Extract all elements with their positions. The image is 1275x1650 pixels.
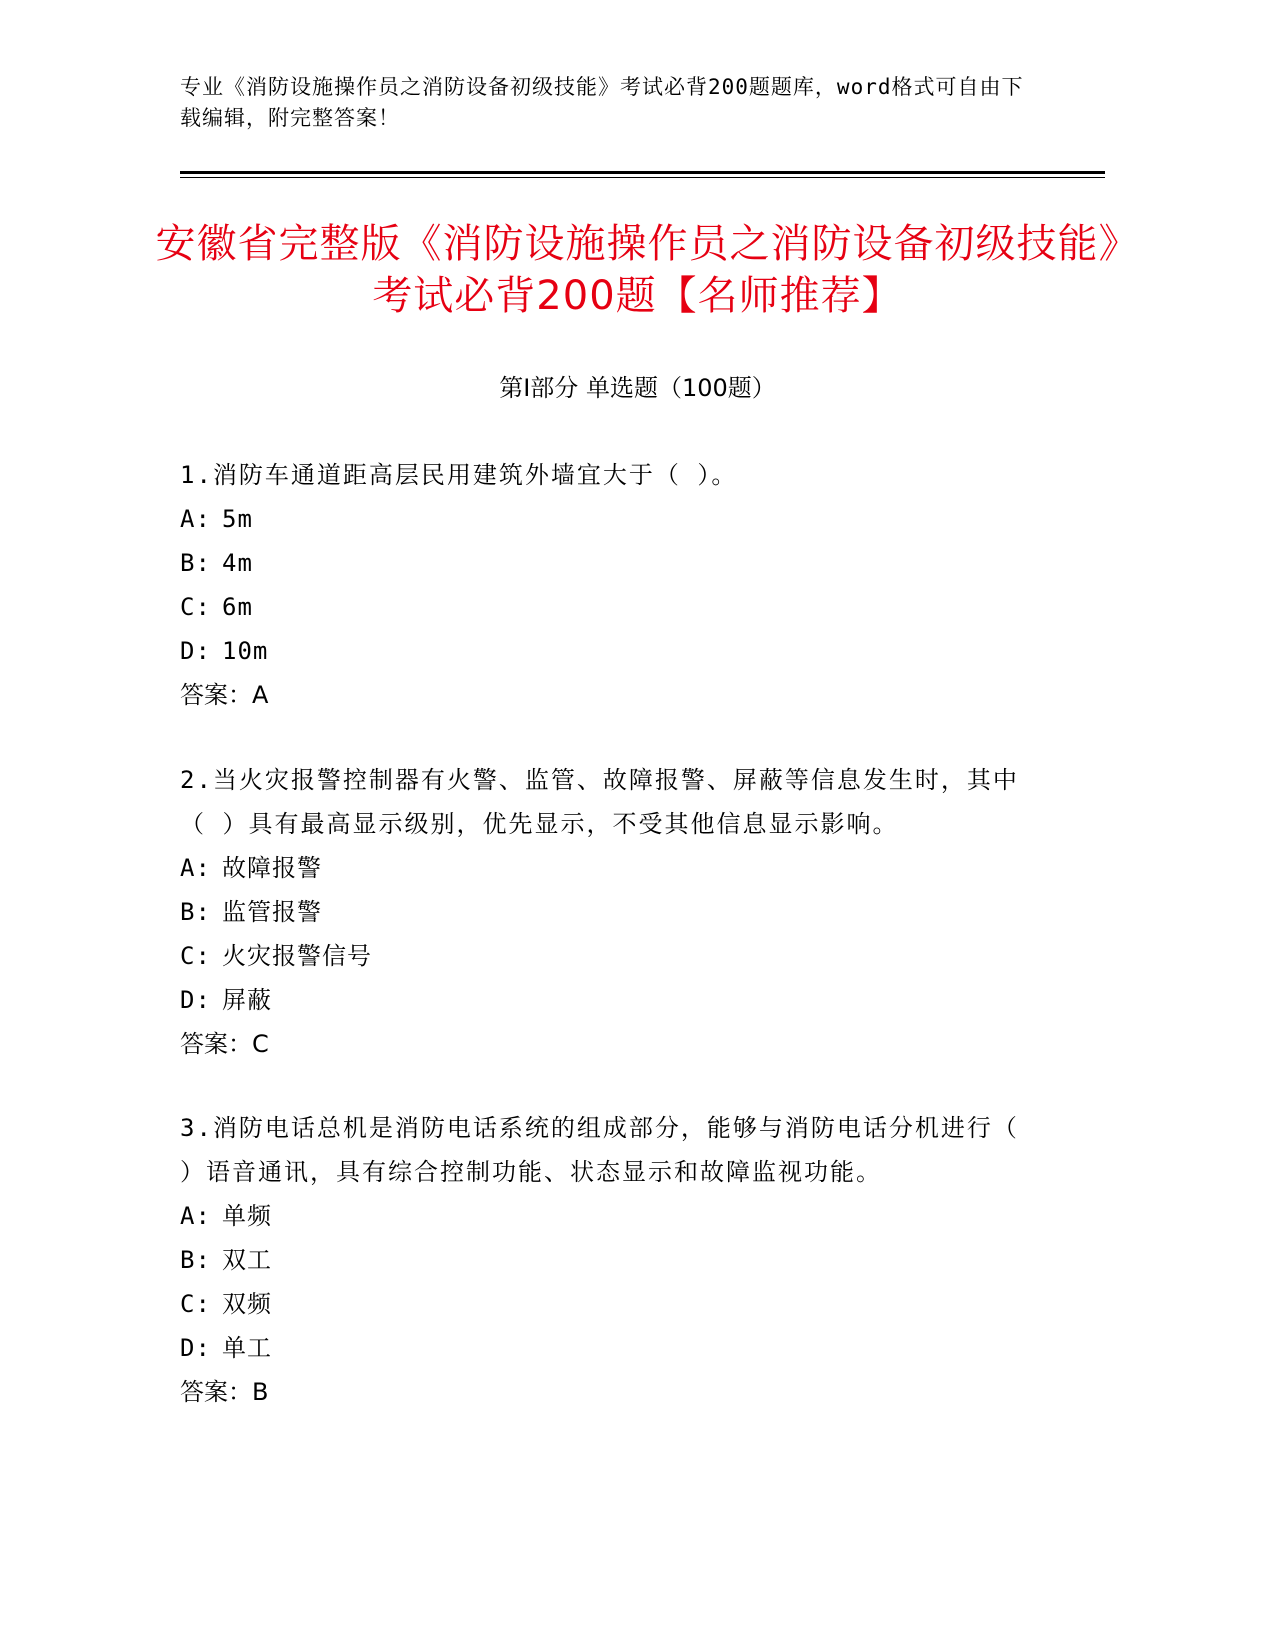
answer-prefix: 答案： <box>180 681 252 709</box>
option-c <box>180 934 1030 978</box>
question-3 <box>180 1106 1030 1414</box>
option-label: B: <box>180 1246 211 1274</box>
question-stem: 3.消防电话总机是消防电话系统的组成部分，能够与消防电话分机进行（ ）语音通讯，具有综合控制功能、状态显示和故障监视功能。 <box>180 1114 1019 1186</box>
option-text: 6m <box>222 593 253 621</box>
option-text: 4m <box>222 549 253 577</box>
option-text: 单工 <box>222 1334 272 1362</box>
option-d <box>180 1326 1030 1370</box>
option-a <box>180 846 1030 890</box>
option-text: 屏蔽 <box>222 986 272 1014</box>
option-d <box>180 978 1030 1022</box>
option-a <box>180 1194 1030 1238</box>
option-label: B: <box>180 549 211 577</box>
header-rule-thin <box>180 177 1105 178</box>
option-c <box>180 585 1030 629</box>
answer-value: C <box>252 1030 269 1058</box>
answer-prefix: 答案： <box>180 1030 252 1058</box>
answer-line <box>180 1370 1030 1414</box>
option-b <box>180 890 1030 934</box>
header-rule-thick <box>180 171 1105 174</box>
question-1 <box>180 453 1030 717</box>
answer-line <box>180 673 1030 717</box>
option-label: D: <box>180 1334 211 1362</box>
option-label: C: <box>180 1290 211 1318</box>
option-label: D: <box>180 986 211 1014</box>
option-c <box>180 1282 1030 1326</box>
answer-value: A <box>252 681 269 709</box>
question-stem: 2.当火灾报警控制器有火警、监管、故障报警、屏蔽等信息发生时，其中（ ）具有最高显示级别，优先显示，不受其他信息显示影响。 <box>180 766 1019 838</box>
option-label: B: <box>180 898 211 926</box>
option-text: 双工 <box>222 1246 272 1274</box>
option-label: A: <box>180 854 211 882</box>
section-heading: 第I部分 单选题（100题） <box>499 374 776 402</box>
option-text: 双频 <box>222 1290 272 1318</box>
option-text: 火灾报警信号 <box>222 942 372 970</box>
answer-value: B <box>252 1378 269 1406</box>
option-b <box>180 1238 1030 1282</box>
option-label: D: <box>180 637 211 665</box>
option-d <box>180 629 1030 673</box>
document-title: 安徽省完整版《消防设施操作员之消防设备初级技能》考试必背200题【名师推荐】 <box>155 221 1120 319</box>
option-text: 10m <box>222 637 269 665</box>
option-text: 监管报警 <box>222 898 322 926</box>
option-label: A: <box>180 505 211 533</box>
document-intro: 专业《消防设施操作员之消防设备初级技能》考试必背200题题库，word格式可自由下载编辑，附完整答案！ <box>180 75 1024 130</box>
question-stem: 1.消防车通道距高层民用建筑外墙宜大于（ ）。 <box>180 461 738 489</box>
question-2 <box>180 758 1030 1066</box>
option-label: C: <box>180 942 211 970</box>
option-text: 单频 <box>222 1202 272 1230</box>
answer-line <box>180 1022 1030 1066</box>
option-a <box>180 497 1030 541</box>
option-text: 5m <box>222 505 253 533</box>
option-text: 故障报警 <box>222 854 322 882</box>
answer-prefix: 答案： <box>180 1378 252 1406</box>
option-b <box>180 541 1030 585</box>
option-label: C: <box>180 593 211 621</box>
option-label: A: <box>180 1202 211 1230</box>
